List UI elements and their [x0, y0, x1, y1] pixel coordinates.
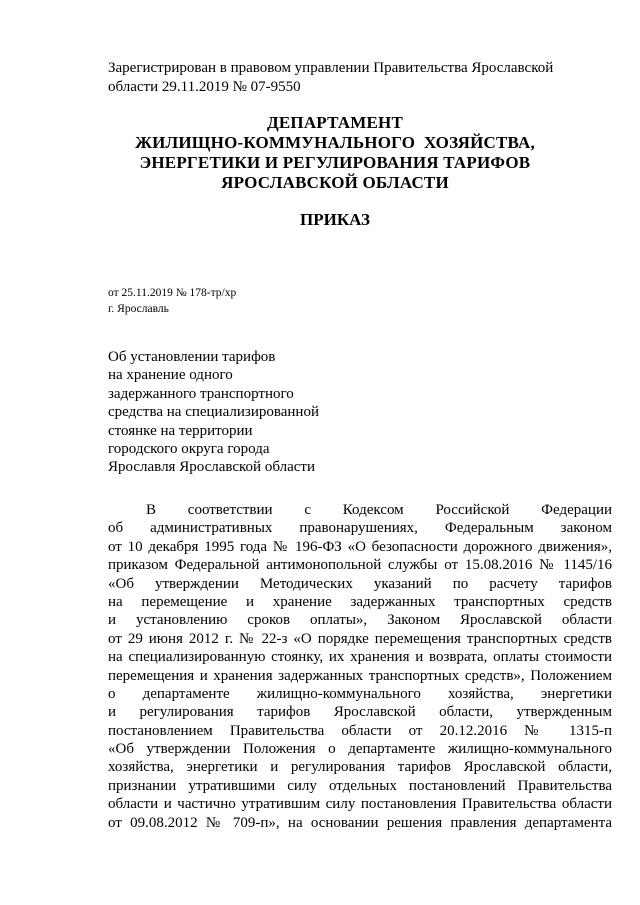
- body-line: области и частично утратившим силу постановления Правительства области: [108, 796, 612, 813]
- department-header: [100, 113, 570, 193]
- body-line: на перемещение и хранение задержанных транспортных средств: [108, 593, 612, 610]
- registration-line: области 29.11.2019 № 07-9550: [108, 79, 301, 95]
- subject-line: на хранение одного: [108, 367, 233, 384]
- department-line: ЯРОСЛАВСКОЙ ОБЛАСТИ: [221, 173, 449, 192]
- body-line: от 09.08.2012 № 709-п», на основании решения правления департамента: [108, 814, 612, 831]
- body-line: перемещения и хранения задержанных транспортных средств», Положением: [108, 667, 612, 684]
- body-line: «Об утверждении Положения о департаменте жилищно-коммунального: [108, 741, 612, 758]
- body-line: о департаменте жилищно-коммунального хозяйства, энергетики: [108, 685, 612, 702]
- body-line: хозяйства, энергетики и регулирования тарифов Ярославской области,: [108, 759, 612, 776]
- body-line: «Об утверждении Методических указаний по расчету тарифов: [108, 575, 612, 592]
- order-city: г. Ярославль: [108, 303, 169, 315]
- department-line: ЭНЕРГЕТИКИ И РЕГУЛИРОВАНИЯ ТАРИФОВ: [139, 153, 531, 172]
- subject-line: Об установлении тарифов: [108, 349, 276, 365]
- order-subject: [108, 348, 368, 477]
- subject-line: задержанного транспортного: [108, 385, 294, 402]
- body-line: об административных правонарушениях, Федеральным законом: [108, 520, 612, 537]
- subject-line: Ярославля Ярославской области: [108, 459, 315, 476]
- body-line: постановлением Правительства области от 20.12.2016 № 1315-п: [108, 722, 612, 739]
- registration-note: [108, 59, 578, 97]
- order-meta: [108, 285, 236, 317]
- subject-line: городского округа города: [108, 441, 270, 458]
- order-title: ПРИКАЗ: [300, 210, 370, 229]
- subject-line: средства на специализированной: [108, 404, 319, 421]
- body-line: В соответствии с Кодексом Российской Федерации: [146, 502, 612, 518]
- body-line: и установлению сроков оплаты», Законом Ярославской области: [108, 612, 612, 629]
- order-date: от 25.11.2019 № 178-тр/хр: [108, 287, 237, 299]
- order-body: [108, 501, 612, 832]
- body-line: приказом Федеральной антимонопольной службы от 15.08.2016 № 1145/16: [108, 557, 612, 574]
- body-line: признании утратившими силу отдельных постановлений Правительства: [108, 777, 612, 794]
- body-line: от 29 июня 2012 г. № 22-з «О порядке перемещения транспортных средств: [108, 630, 612, 647]
- body-line: и регулирования тарифов Ярославской области, утвержденным: [108, 704, 612, 721]
- department-line: ДЕПАРТАМЕНТ: [266, 113, 404, 132]
- registration-line: Зарегистрирован в правовом управлении Правительства Ярославской: [108, 60, 554, 76]
- body-line: на специализированную стоянку, их хранения и возврата, оплаты стоимости: [108, 649, 612, 666]
- department-line: ЖИЛИЩНО-КОММУНАЛЬНОГО ХОЗЯЙСТВА,: [135, 133, 535, 152]
- body-line: от 10 декабря 1995 года № 196-ФЗ «О безопасности дорожного движения»,: [108, 538, 612, 555]
- subject-line: стоянке на территории: [108, 422, 253, 439]
